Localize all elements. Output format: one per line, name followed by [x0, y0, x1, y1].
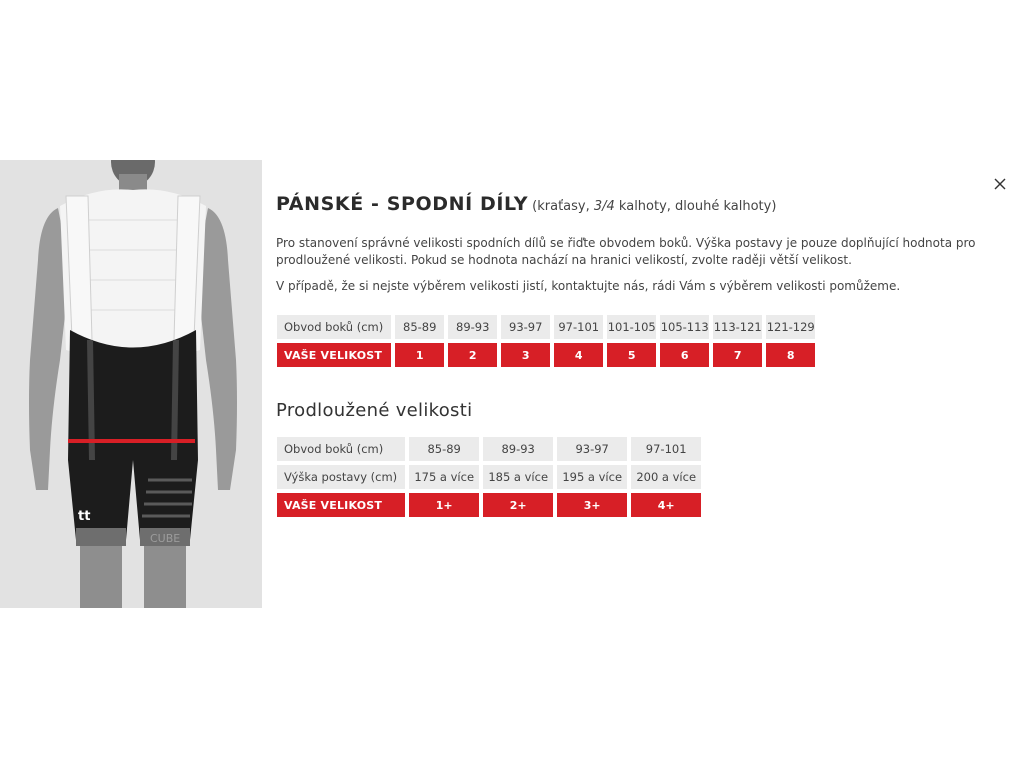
cyclist-bib-shorts-illustration	[0, 160, 262, 608]
size-cell: 3	[501, 343, 550, 367]
extended-sizes-heading: Prodloužené velikosti	[276, 400, 473, 421]
size-row	[277, 493, 701, 517]
size-guide-content	[276, 190, 996, 512]
size-cell: 2	[448, 343, 497, 367]
size-cell: 5	[607, 343, 656, 367]
size-cell: 6	[660, 343, 709, 367]
table-cell: 89-93	[483, 437, 553, 461]
hip-row-label: Obvod boků (cm)	[277, 315, 391, 339]
size-cell: 4	[554, 343, 603, 367]
subtitle-suffix: kalhoty, dlouhé kalhoty)	[614, 199, 777, 214]
instructions-paragraph: Pro stanovení správné velikosti spodních dílů se řiďte obvodem boků. Výška postavy je pouze doplňující hodnota pro prodloužené velikosti. Pokud se hodnota nachází na hranici velikostí, zvolte raději větší velikost.	[276, 236, 976, 267]
extended-size-table	[273, 433, 705, 521]
height-row	[277, 465, 701, 489]
size-cell: 1	[395, 343, 444, 367]
hip-row-label: Obvod boků (cm)	[277, 437, 405, 461]
page-subtitle	[532, 199, 776, 214]
hip-measurement-line	[68, 439, 195, 443]
page-title: PÁNSKÉ - SPODNÍ DÍLY	[276, 193, 529, 215]
product-photo	[0, 160, 262, 608]
size-row-label: VAŠE VELIKOST	[277, 343, 391, 367]
subtitle-prefix: (kraťasy,	[532, 199, 594, 214]
table-cell: 113-121	[713, 315, 762, 339]
size-row	[277, 343, 815, 367]
hip-row	[277, 437, 701, 461]
table-cell: 93-97	[557, 437, 627, 461]
size-cell: 7	[713, 343, 762, 367]
table-cell: 97-101	[631, 437, 701, 461]
size-row-label: VAŠE VELIKOST	[277, 493, 405, 517]
table-cell: 195 a více	[557, 465, 627, 489]
size-cell: 2+	[483, 493, 553, 517]
standard-size-table	[273, 311, 819, 371]
table-cell: 89-93	[448, 315, 497, 339]
table-cell: 101-105	[607, 315, 656, 339]
subtitle-italic: 3/4	[593, 199, 615, 214]
help-paragraph: V případě, že si nejste výběrem velikosti jistí, kontaktujte nás, rádi Vám s výběrem velikosti pomůžeme.	[276, 279, 901, 293]
table-cell: 121-129	[766, 315, 815, 339]
title-row	[276, 190, 996, 221]
size-cell: 1+	[409, 493, 479, 517]
size-cell: 4+	[631, 493, 701, 517]
table-cell: 85-89	[409, 437, 479, 461]
hip-row	[277, 315, 815, 339]
height-row-label: Výška postavy (cm)	[277, 465, 405, 489]
size-cell: 3+	[557, 493, 627, 517]
table-cell: 105-113	[660, 315, 709, 339]
table-cell: 85-89	[395, 315, 444, 339]
size-cell: 8	[766, 343, 815, 367]
table-cell: 93-97	[501, 315, 550, 339]
leg-brand-text: CUBE	[150, 532, 181, 545]
table-cell: 97-101	[554, 315, 603, 339]
table-cell: 175 a více	[409, 465, 479, 489]
table-cell: 185 a více	[483, 465, 553, 489]
table-cell: 200 a více	[631, 465, 701, 489]
jersey-logo: tt	[78, 509, 91, 524]
